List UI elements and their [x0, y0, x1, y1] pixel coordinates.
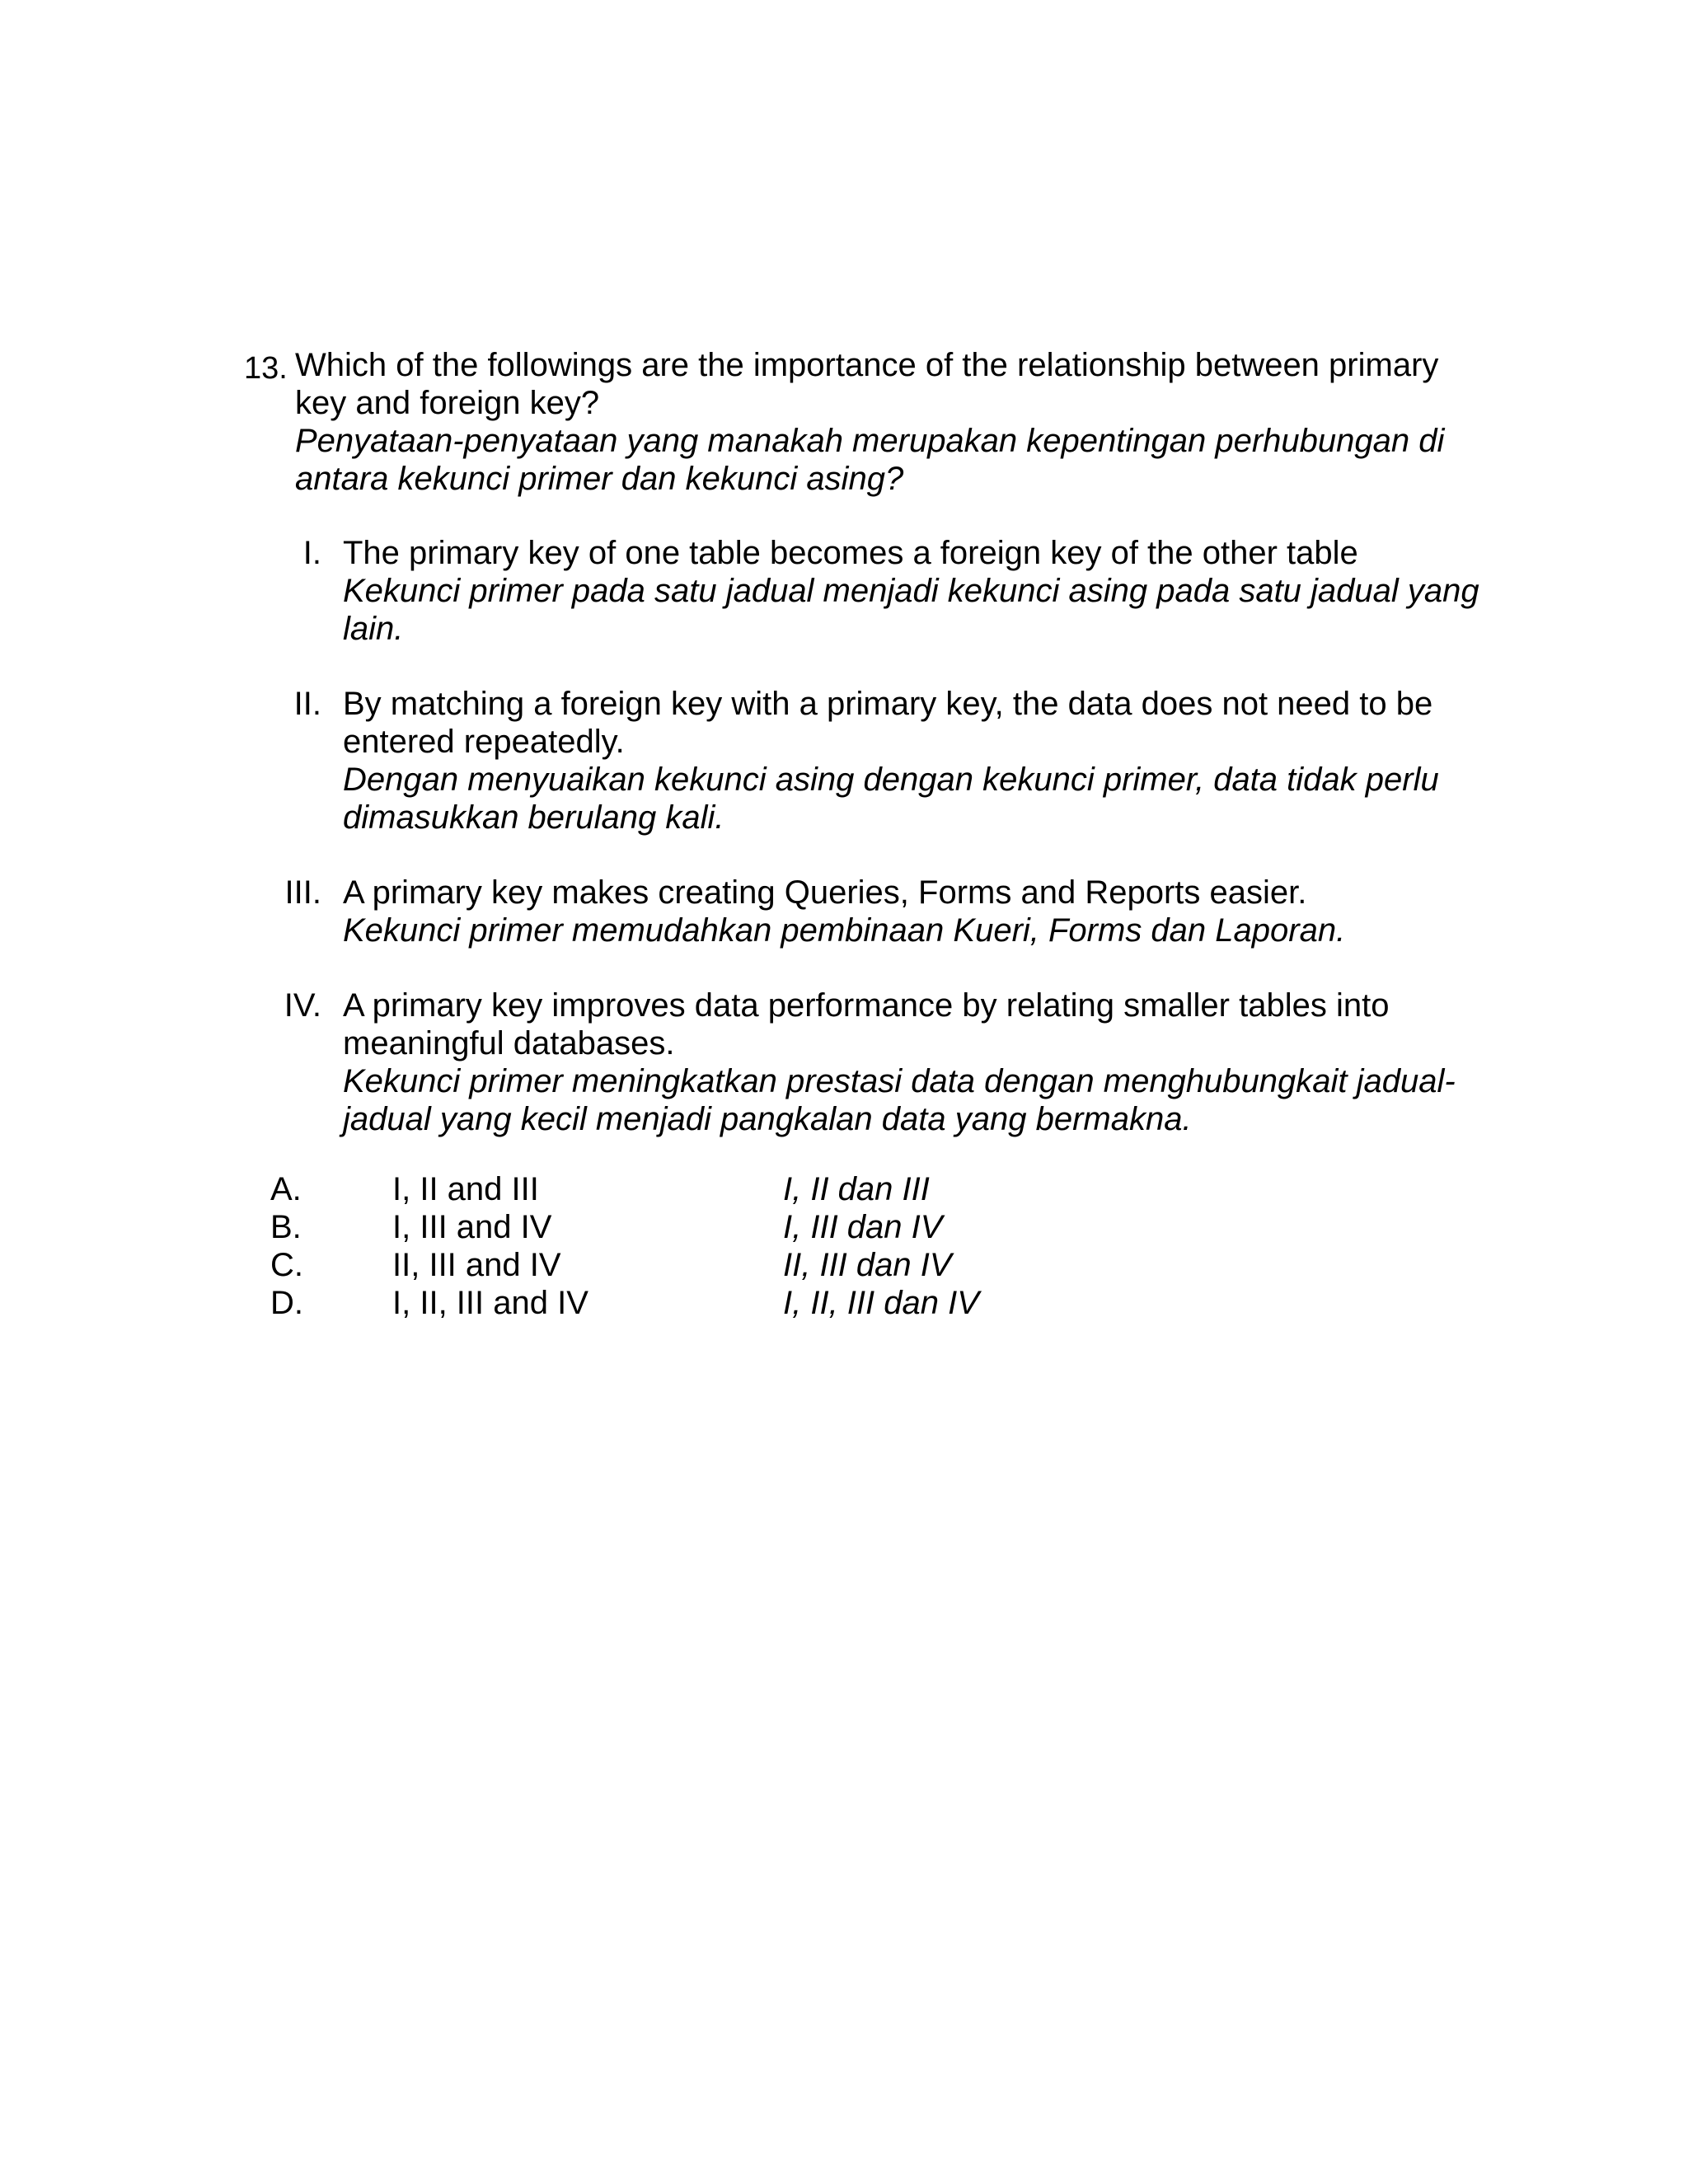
answer-options: [270, 1170, 1259, 1322]
answer-option-a[interactable]: [270, 1170, 1259, 1208]
option-text-malay: II, III dan IV: [783, 1247, 952, 1283]
statement-numeral: I.: [302, 535, 321, 571]
question-text-malay: Penyataan-penyataan yang manakah merupakan kepentingan perhubungan di antara kekunci primer dan kekunci asing?: [295, 423, 1445, 497]
option-letter: D.: [270, 1285, 303, 1321]
option-text-malay: I, III dan IV: [783, 1209, 943, 1245]
option-letter: A.: [270, 1171, 302, 1207]
option-text-malay: I, II dan III: [783, 1171, 930, 1207]
option-letter: B.: [270, 1209, 302, 1245]
statement-text-malay: Kekunci primer memudahkan pembinaan Kueri, Forms dan Laporan.: [343, 912, 1346, 949]
option-text-english: I, II and III: [392, 1171, 539, 1207]
statement-text-english: The primary key of one table becomes a foreign key of the other table: [343, 535, 1358, 571]
answer-option-c[interactable]: [270, 1246, 1259, 1284]
statement-text-malay: Kekunci primer meningkatkan prestasi data dengan menghubungkait jadual-jadual yang kecil menjadi pangkalan data yang bermakna.: [343, 1063, 1456, 1137]
option-letter: C.: [270, 1247, 303, 1283]
statement-item: [247, 685, 1484, 837]
statement-list: [247, 534, 1484, 1175]
statement-text-english: A primary key makes creating Queries, Forms and Reports easier.: [343, 874, 1307, 911]
question-text-english: Which of the followings are the importance of the relationship between primary key and foreign key?: [295, 347, 1439, 421]
option-text-english: I, II, III and IV: [392, 1285, 588, 1321]
statement-numeral: IV.: [284, 987, 321, 1024]
option-text-english: I, III and IV: [392, 1209, 552, 1245]
statement-text-malay: Kekunci primer pada satu jadual menjadi kekunci asing pada satu jadual yang lain.: [343, 573, 1479, 647]
option-text-malay: I, II, III dan IV: [783, 1285, 979, 1321]
question-number: 13.: [244, 351, 288, 386]
statement-item: [247, 874, 1484, 949]
statement-item: [247, 534, 1484, 648]
statement-text-malay: Dengan menyuaikan kekunci asing dengan kekunci primer, data tidak perlu dimasukkan berulang kali.: [343, 762, 1439, 836]
statement-numeral: II.: [293, 686, 321, 722]
statement-text-english: By matching a foreign key with a primary key, the data does not need to be entered repeatedly.: [343, 686, 1433, 760]
statement-text-english: A primary key improves data performance by relating smaller tables into meaningful databases.: [343, 987, 1390, 1062]
answer-option-d[interactable]: [270, 1284, 1259, 1322]
answer-option-b[interactable]: [270, 1208, 1259, 1246]
statement-numeral: III.: [284, 874, 321, 911]
question-stem: [295, 346, 1465, 498]
statement-item: [247, 987, 1484, 1138]
option-text-english: II, III and IV: [392, 1247, 561, 1283]
